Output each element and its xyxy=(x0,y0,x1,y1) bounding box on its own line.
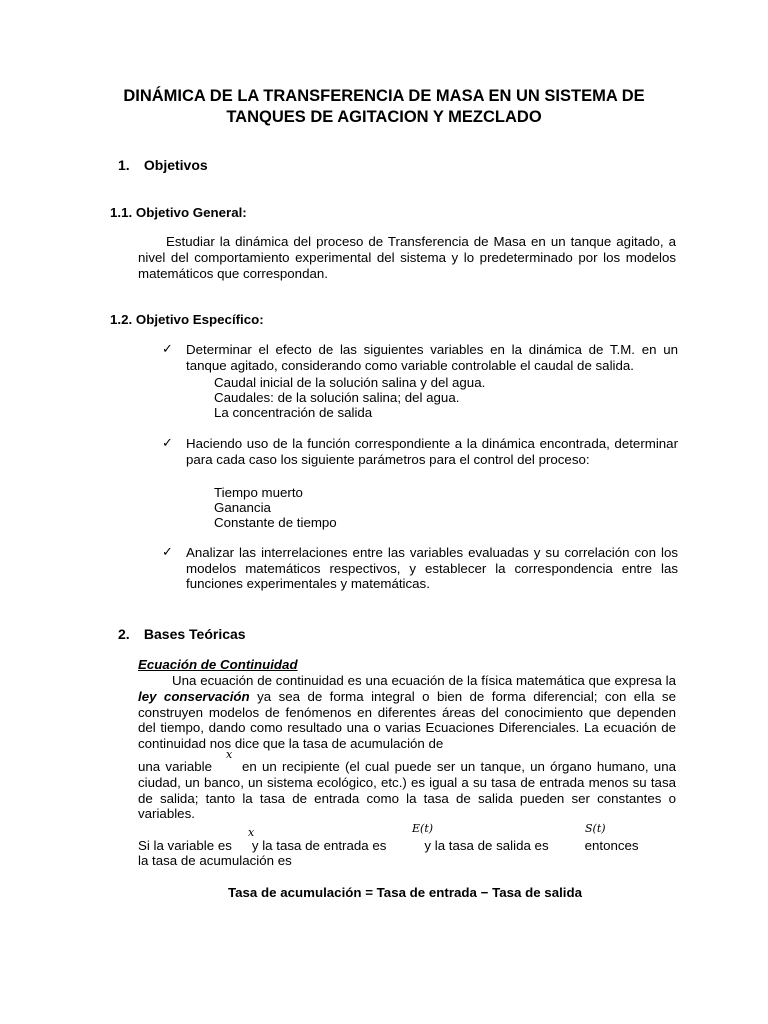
paragraph-text: en un recipiente (el cual puede ser un tanque, un órgano humano, una ciudad, un banco, un sistema ecológico, etc.) es igual a su tasa de entrada menos su tasa de salida; tanto la tasa de entrada como la tasa de salida pueden ser constantes o variables. xyxy=(138,759,676,822)
check-icon: ✓ xyxy=(162,436,173,451)
math-variable-x: x xyxy=(226,748,233,761)
line-text: y la tasa de salida es xyxy=(424,838,549,853)
sub-item: Constante de tiempo xyxy=(214,515,337,530)
continuity-equation-heading: Ecuación de Continuidad xyxy=(138,657,298,672)
objective-general-text: Estudiar la dinámica del proceso de Transferencia de Masa en un tanque agitado, a nivel del comportamiento experimental del sistema y lo predeterminado por los modelos matemáticos que correspondan. xyxy=(138,234,676,281)
continuity-paragraph-1 xyxy=(138,673,676,752)
math-variable-x: x xyxy=(248,826,255,839)
section-2-heading xyxy=(118,626,246,642)
accumulation-equation: Tasa de acumulación = Tasa de entrada − Tasa de salida xyxy=(228,885,582,900)
section-2-number: 2. xyxy=(118,626,130,642)
sub-item: Ganancia xyxy=(214,500,271,515)
sub-item: Caudales: de la solución salina; del agua. xyxy=(214,390,460,405)
sub-item: Caudal inicial de la solución salina y del agua. xyxy=(214,375,486,390)
section-1-heading xyxy=(118,157,208,173)
variable-rates-line xyxy=(138,838,676,853)
specific-objective-text-2: Haciendo uso de la función correspondiente a la dinámica encontrada, determinar para cada caso los siguiente parámetros para el control del proceso: xyxy=(186,436,678,467)
objective-specific-heading: 1.2. Objetivo Específico: xyxy=(110,312,264,327)
document-title xyxy=(70,86,698,128)
paragraph-text: una variable xyxy=(138,759,212,774)
section-1-title: Objetivos xyxy=(143,157,208,173)
math-output-rate: S(t) xyxy=(585,822,606,835)
specific-objective-text-1: Determinar el efecto de las siguientes variables en la dinámica de T.M. en un tanque agitado, considerando como variable controlable el caudal de salida. xyxy=(186,342,678,373)
line-text: entonces xyxy=(584,838,639,853)
line-text: y la tasa de entrada es xyxy=(251,838,387,853)
line-text: Si la variable es xyxy=(138,838,232,853)
section-2-title: Bases Teóricas xyxy=(143,626,246,642)
math-input-rate: E(t) xyxy=(412,822,434,835)
check-icon: ✓ xyxy=(162,545,173,560)
continuity-paragraph-2 xyxy=(138,759,676,822)
sub-item: La concentración de salida xyxy=(214,405,373,420)
check-icon: ✓ xyxy=(162,342,173,357)
objective-general-heading: 1.1. Objetivo General: xyxy=(110,205,247,220)
sub-item: Tiempo muerto xyxy=(214,485,303,500)
law-conservation-term: ley conservación xyxy=(138,688,250,704)
title-line-1: DINÁMICA DE LA TRANSFERENCIA DE MASA EN UN SISTEMA DE xyxy=(123,87,645,105)
accumulation-line: la tasa de acumulación es xyxy=(138,853,292,868)
paragraph-text: ya sea de forma integral o bien de forma diferencial; con ella se construyen modelos de fenómenos en diferentes áreas del conocimiento que dependen del tiempo, dando como resultado una o varias Ecuaciones Diferenciales. La ecuación de continuidad nos dice que la tasa de acumulación de xyxy=(138,688,676,752)
specific-objective-text-3: Analizar las interrelaciones entre las variables evaluadas y su correlación con los modelos matemáticos respectivos, y establecer la correspondencia entre las funciones experimentales y matemáticas. xyxy=(186,545,678,592)
title-line-2: TANQUES DE AGITACION Y MEZCLADO xyxy=(226,108,542,126)
section-1-number: 1. xyxy=(118,157,130,173)
paragraph-text: Una ecuación de continuidad es una ecuación de la física matemática que expresa la xyxy=(172,673,676,688)
